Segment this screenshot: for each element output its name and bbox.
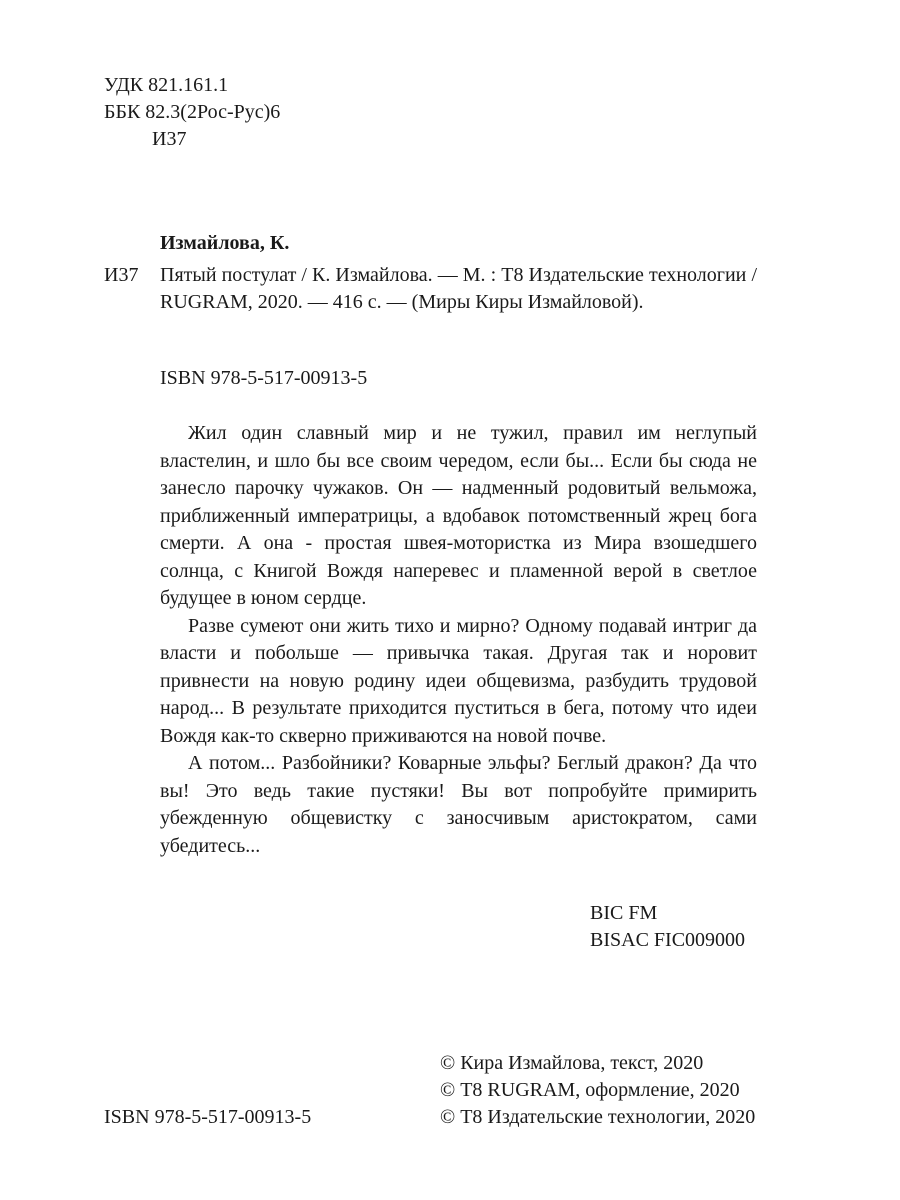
bisac-code: BISAC FIC009000 <box>590 929 746 951</box>
annotation-paragraph: Разве сумеют они жить тихо и мирно? Одному подавай интриг да власти и побольше — привычка такая. Другая так и норовит привнести на новую родину идеи общевизма, разбудить трудовой народ... В результате приходится пуститься в бега, потому что идеи Вождя как-то скверно приживаются на новой почве. <box>160 614 757 747</box>
annotation-paragraph: А потом... Разбойники? Коварные эльфы? Беглый дракон? Да что вы! Это ведь такие пустяки! Вы вот попробуйте примирить убежденную общевистку с заносчивым аристократом, сами убедитесь... <box>160 752 757 857</box>
copyright-publisher: © Т8 Издательские технологии, 2020 <box>440 1106 756 1128</box>
udk-code: УДК 821.161.1 <box>104 74 229 96</box>
bic-code: BIC FM <box>590 902 658 924</box>
bib-description: Пятый постулат / К. Измайлова. — М. : Т8 Издательские технологии / RUGRAM, 2020. — 416 с. — (Миры Киры Измайловой). <box>160 264 757 313</box>
copyright-text: © Кира Измайлова, текст, 2020 <box>440 1052 704 1074</box>
subject-codes <box>590 900 745 954</box>
bib-author-mark: И37 <box>104 264 139 286</box>
copyright-notices <box>440 1050 755 1131</box>
classification-block <box>104 72 280 153</box>
bib-author: Измайлова, К. <box>160 232 290 254</box>
bbk-code: ББК 82.3(2Рос-Рус)6 <box>104 101 281 123</box>
copyright-design: © Т8 RUGRAM, оформление, 2020 <box>440 1079 740 1101</box>
annotation-paragraph: Жил один славный мир и не тужил, правил им неглупый властелин, и шло бы все своим чередом, если бы... Если бы сюда не занесло парочку чужаков. Он — надменный родовитый вельможа, приближенный императрицы, а вдобавок потомственный жрец бога смерти. А она - простая швея-мотористка из Мира взошедшего солнца, с Книгой Вождя наперевес и пламенной верой в светлое будущее в юном сердце. <box>160 422 757 609</box>
bib-isbn: ISBN 978-5-517-00913-5 <box>160 367 368 389</box>
annotation <box>160 420 757 860</box>
footer-isbn: ISBN 978-5-517-00913-5 <box>104 1106 312 1128</box>
author-mark: И37 <box>152 128 187 150</box>
